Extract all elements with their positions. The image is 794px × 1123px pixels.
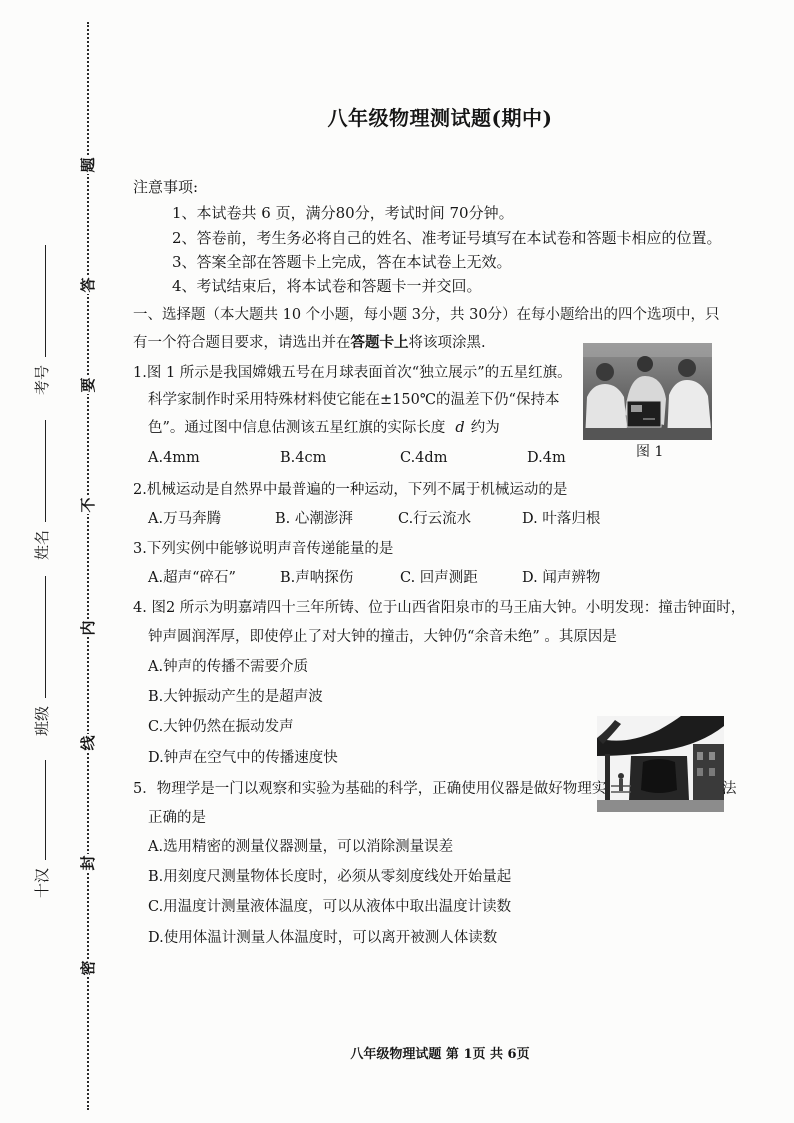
figure-2-photo (597, 716, 724, 812)
q3-stem: 3.下列实例中能够说明声音传递能量的是 (133, 541, 394, 557)
page-footer: 八年级物理试题 第 1页 共 6页 (350, 1047, 530, 1062)
notice-item: 4、考试结束后，将本试卷和答题卡一并交回。 (172, 277, 482, 295)
q3-option-d: D. 闻声辨物 (522, 570, 601, 586)
q2-option-b: B. 心潮澎湃 (275, 511, 353, 527)
seal-char-feng: 封 (79, 855, 97, 871)
q1-variable-d: d (455, 420, 465, 436)
q3-option-c: C. 回声测距 (400, 570, 478, 586)
q4-stem: 4. 图2 所示为明嘉靖四十三年所铸、位于山西省阳泉市的马王庙大钟。小明发现：撞击钟面时， (133, 600, 746, 616)
section-intro-text: 将该项涂黑. (408, 335, 486, 351)
q5-stem-tail: 法 (722, 781, 737, 797)
figure-1-photo (583, 343, 712, 440)
q1-stem-text: 约为 (470, 420, 500, 436)
notice-item: 1、本试卷共 6 页，满分80分，考试时间 70分钟。 (172, 204, 514, 222)
notice-item: 2、答卷前，考生务必将自己的姓名、准考证号填写在本试卷和答题卡相应的位置。 (172, 229, 722, 247)
seal-char-xian: 线 (79, 735, 97, 751)
figure-1-caption: 图 1 (636, 444, 664, 460)
q1-stem-text: 色”。通过图中信息估测该五星红旗的实际长度 (148, 420, 446, 436)
q5-option-b: B.用刻度尺测量物体长度时，必须从零刻度线处开始量起 (148, 869, 512, 885)
q5-option-d: D.使用体温计测量人体温度时，可以离开被测人体读数 (148, 930, 498, 946)
seal-char-nei: 内 (79, 620, 97, 636)
q3-option-a: A.超声“碎石” (148, 570, 236, 586)
exam-number-label: 考号 (33, 364, 51, 395)
q4-option-c: C.大钟仍然在振动发声 (148, 719, 294, 735)
q2-option-c: C.行云流水 (398, 511, 472, 527)
name-label: 姓名 (33, 529, 51, 560)
seal-char-bu: 不 (79, 497, 97, 513)
class-field (32, 576, 52, 736)
q5-stem: 5．物理学是一门以观察和实验为基础的科学，正确使用仪器是做好物理实 (133, 781, 607, 797)
q4-option-b: B.大钟振动产生的是超声波 (148, 689, 323, 705)
exam-number-underline (45, 245, 46, 357)
q1-stem: 1.图 1 所示是我国嫦娥五号在月球表面首次“独立展示”的五星红旗。 (133, 365, 572, 381)
class-underline (45, 576, 46, 698)
class-label: 班级 (33, 705, 51, 736)
school-underline (45, 760, 46, 860)
q5-stem: 正确的是 (148, 810, 206, 826)
name-underline (45, 420, 46, 522)
seal-char-mi: 密 (79, 960, 97, 976)
page-title: 八年级物理测试题(期中) (327, 106, 553, 130)
seal-char-ti: 题 (79, 157, 97, 173)
school-field (32, 760, 52, 898)
q2-option-a: A.万马奔腾 (148, 511, 222, 527)
section-intro-line1: 一、选择题（本大题共 10 个小题，每小题 3分，共 30分）在每小题给出的四个选项中，只 (133, 307, 720, 323)
q5-option-c: C.用温度计测量液体温度，可以从液体中取出温度计读数 (148, 899, 512, 915)
q1-option-b: B.4cm (280, 450, 327, 466)
q5-option-a: A.选用精密的测量仪器测量，可以消除测量误差 (148, 839, 454, 855)
notice-item: 3、答案全部在答题卡上完成，答在本试卷上无效。 (172, 253, 512, 271)
q1-option-c: C.4dm (400, 450, 448, 466)
seal-dotted-line (87, 22, 89, 1110)
school-label: 十汉 (33, 867, 51, 898)
q2-stem: 2.机械运动是自然界中最普遍的一种运动，下列不属于机械运动的是 (133, 482, 568, 498)
q2-option-d: D. 叶落归根 (522, 511, 601, 527)
q4-option-a: A.钟声的传播不需要介质 (148, 659, 309, 675)
q1-stem: 科学家制作时采用特殊材料使它能在±150℃的温差下仍“保持本 (148, 392, 560, 408)
q4-option-d: D.钟声在空气中的传播速度快 (148, 750, 338, 766)
q1-stem (148, 418, 500, 438)
notice-heading: 注意事项: (133, 178, 199, 196)
q1-option-a: A.4mm (148, 450, 200, 466)
answer-sheet-emphasis: 答题卡上 (350, 334, 409, 351)
exam-number-field (32, 245, 52, 395)
q3-option-b: B.声呐探伤 (280, 570, 354, 586)
seal-char-yao: 要 (79, 377, 97, 393)
section-intro-line2 (133, 333, 486, 353)
q4-stem: 钟声圆润浑厚，即使停止了对大钟的撞击，大钟仍“余音未绝” 。其原因是 (148, 629, 617, 645)
q1-option-d: D.4m (527, 450, 566, 466)
name-field (32, 420, 52, 560)
seal-char-da: 答 (79, 277, 97, 293)
section-intro-text: 有一个符合题目要求，请选出并在 (133, 335, 351, 351)
